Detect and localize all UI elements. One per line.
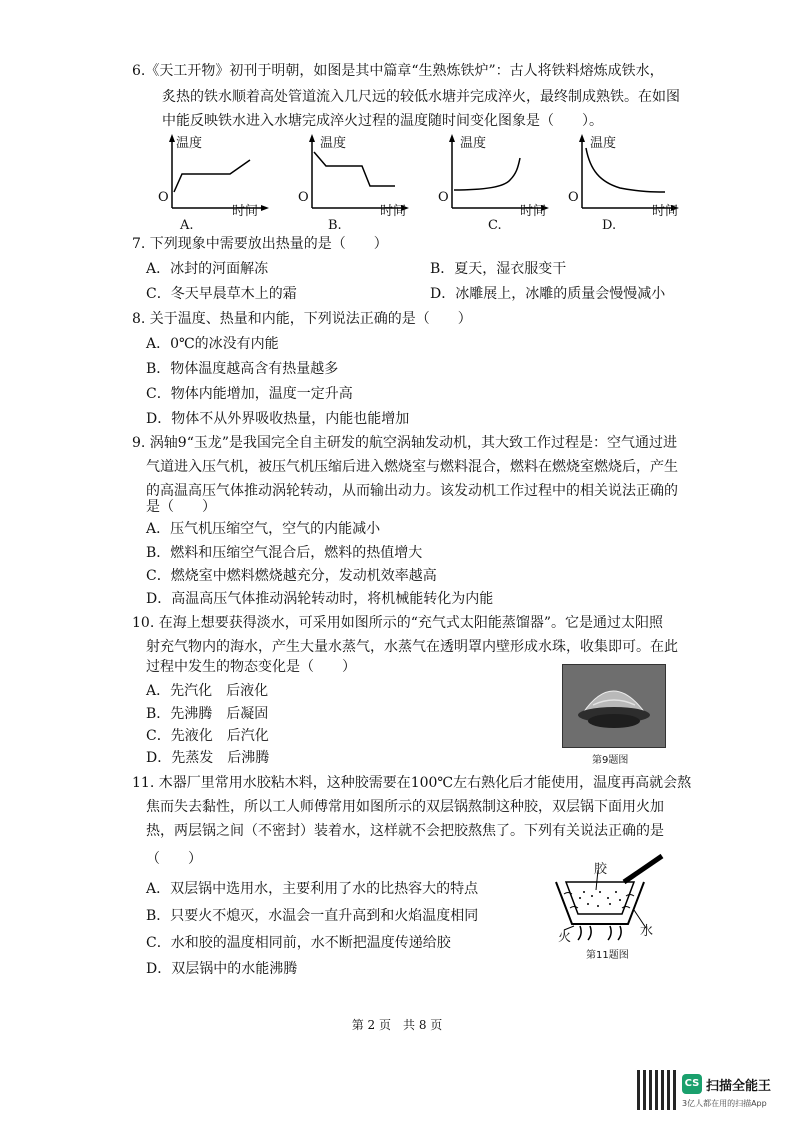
q10-line-1: 10. 在海上想要获得淡水，可采用如图所示的“充气式太阳能蒸馏器”。它是通过太阳照 (132, 615, 664, 631)
q8-stem: 8. 关于温度、热量和内能，下列说法正确的是（ ） (132, 311, 472, 327)
graph-d-xlabel: 时间 (652, 204, 679, 219)
graph-c-letter: C. (488, 218, 502, 233)
graph-a-ylabel: 温度 (176, 136, 203, 151)
q11-option-a: A．双层锅中选用水，主要利用了水的比热容大的特点 (146, 881, 479, 897)
q10-option-b: B．先沸腾 后凝固 (146, 706, 269, 722)
q10-option-a: A．先汽化 后液化 (146, 683, 269, 699)
q8-option-c: C．物体内能增加，温度一定升高 (146, 386, 353, 402)
q7-option-c: C．冬天早晨草木上的霜 (146, 286, 297, 302)
q8-option-d: D．物体不从外界吸收热量，内能也能增加 (146, 411, 410, 427)
q9-line-4: 是（ ） (146, 499, 216, 515)
q10-line-2: 射充气物内的海水，产生大量水蒸气，水蒸气在透明罩内壁形成水珠，收集即可。在此 (146, 639, 678, 655)
camscanner-logo-icon: CS (682, 1074, 702, 1094)
q8-option-b: B．物体温度越高含有热量越多 (146, 361, 339, 377)
q9-option-d: D．高温高压气体推动涡轮转动时，将机械能转化为内能 (146, 591, 494, 607)
q6-line-2: 炙热的铁水顺着高处管道流入几尺远的较低水塘并完成淬火，最终制成熟铁。在如图 (162, 89, 680, 105)
q11-figure-caption: 第11题图 (586, 950, 629, 961)
q11-option-b: B．只要火不熄灭，水温会一直升高到和火焰温度相同 (146, 908, 479, 924)
q9-line-1: 9. 涡轴9“玉龙”是我国完全自主研发的航空涡轴发动机，其大致工作过程是：空气通过进 (132, 435, 678, 451)
q10-line-3: 过程中发生的物态变化是（ ） (146, 659, 356, 675)
water-label: 水 (640, 924, 654, 939)
qr-code-icon (637, 1070, 677, 1110)
q9-option-a: A．压气机压缩空气，空气的内能减小 (146, 521, 381, 537)
graph-c-origin: O (438, 190, 449, 205)
graph-c-ylabel: 温度 (460, 136, 487, 151)
q9-option-b: B．燃料和压缩空气混合后，燃料的热值增大 (146, 545, 423, 561)
graph-a-letter: A. (180, 218, 194, 233)
q9-line-3: 的高温高压气体推动涡轮转动，从而输出动力。该发动机工作过程中的相关说法正确的 (146, 483, 678, 499)
q7-option-d: D．冰雕展上，冰雕的质量会慢慢减小 (430, 286, 666, 302)
q10-option-c: C．先液化 后汽化 (146, 728, 269, 744)
q11-option-c: C．水和胶的温度相同前，水不断把温度传递给胶 (146, 935, 451, 951)
q11-line-3: 热，两层锅之间（不密封）装着水，这样就不会把胶熬焦了。下列有关说法正确的是 (146, 823, 664, 839)
page-footer: 第 2 页 共 8 页 (351, 1018, 443, 1032)
graph-b-xlabel: 时间 (380, 204, 407, 219)
graph-b-letter: B. (328, 218, 342, 233)
graph-d-ylabel: 温度 (590, 136, 617, 151)
graph-c-xlabel: 时间 (520, 204, 547, 219)
q9-option-c: C．燃烧室中燃料燃烧越充分，发动机效率越高 (146, 568, 437, 584)
q7-option-b: B．夏天，湿衣服变干 (430, 261, 567, 277)
solar-still-photo (562, 664, 666, 748)
q11-option-d: D．双层锅中的水能沸腾 (146, 961, 298, 977)
fire-label: 火 (558, 930, 572, 945)
q7-option-a: A．冰封的河面解冻 (146, 261, 269, 277)
q11-line-1: 11. 木器厂里常用水胶粘木料，这种胶需要在100℃左右熟化后才能使用，温度再高就会熬 (132, 775, 692, 791)
q10-option-d: D．先蒸发 后沸腾 (146, 750, 270, 766)
scanner-app-name: 扫描全能王 (706, 1079, 772, 1094)
q11-line-2: 焦而失去黏性，所以工人师傅常用如图所示的双层锅熬制这种胶，双层锅下面用火加 (146, 799, 664, 815)
graph-d-origin: O (568, 190, 579, 205)
graph-a-xlabel: 时间 (232, 204, 259, 219)
glue-label: 胶 (594, 862, 608, 877)
graph-b-ylabel: 温度 (320, 136, 347, 151)
graph-a-origin: O (158, 190, 169, 205)
q8-option-a: A．0℃的冰没有内能 (146, 336, 279, 352)
q10-figure-caption: 第9题图 (592, 755, 629, 766)
q7-stem: 7. 下列现象中需要放出热量的是（ ） (132, 236, 388, 252)
graph-d-letter: D. (602, 218, 617, 233)
graph-b-origin: O (298, 190, 309, 205)
q6-line-1: 6.《天工开物》初刊于明朝，如图是其中篇章“生熟炼铁炉”：古人将铁料熔炼成铁水， (132, 63, 664, 79)
q6-line-3: 中能反映铁水进入水塘完成淬火过程的温度随时间变化图象是（ ）。 (162, 113, 603, 129)
q9-line-2: 气道进入压气机，被压气机压缩后进入燃烧室与燃料混合，燃料在燃烧室燃烧后，产生 (146, 459, 678, 475)
scanner-app-tagline: 3亿人都在用的扫描App (682, 1099, 767, 1108)
q11-line-4: （ ） (146, 851, 202, 867)
